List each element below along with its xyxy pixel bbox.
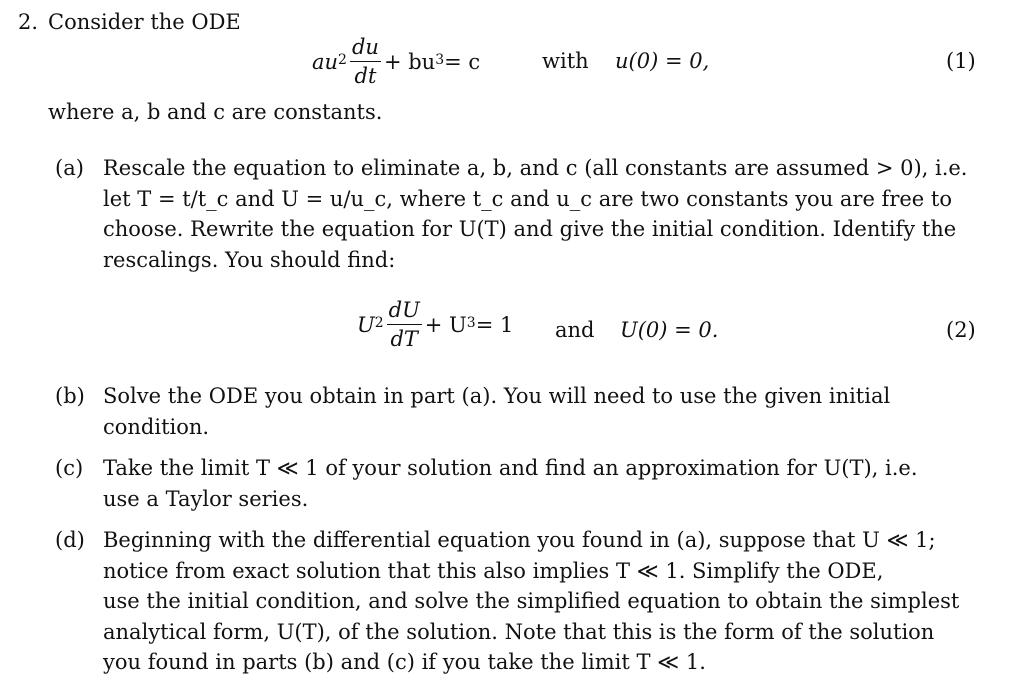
- equation-1: au $^2$ $\frac{du}{dt}$ + bu $^3$ = c: [312, 35, 481, 88]
- part-a-line: let T = t/t_c and U = u/u_c, where t_c and u_c are two constants you are free to: [103, 186, 952, 211]
- part-d-line: notice from exact solution that this also implies T ≪ 1. Simplify the ODE,: [103, 558, 884, 583]
- eq1-derivative: [350, 37, 381, 87]
- part-c-label: (c): [55, 456, 84, 480]
- eq1-lhs-prefix: au: [312, 49, 339, 74]
- part-d-line: use the initial condition, and solve the simplified equation to obtain the simplest: [103, 589, 960, 613]
- equation-1-number: (1): [946, 49, 976, 73]
- part-c-line: use a Taylor series.: [103, 486, 309, 511]
- part-d-label: (d): [55, 528, 85, 552]
- eq2-rhs: = 1: [475, 312, 514, 337]
- part-d-text: [103, 525, 978, 678]
- eq1-rhs: = c: [444, 49, 481, 74]
- eq2-initial-condition: U(0) = 0.: [620, 318, 719, 342]
- eq1-frac-denominator: dt: [354, 64, 377, 88]
- eq2-frac-denominator: dT: [390, 327, 418, 351]
- part-b-line: Solve the ODE you obtain in part (a). You will need to use the given initial: [103, 384, 891, 408]
- eq1-rest: + bu: [383, 49, 436, 74]
- part-c-line: Take the limit T ≪ 1 of your solution and find an approximation for U(T), i.e.: [103, 456, 918, 480]
- part-a-line: rescalings. You should find:: [103, 247, 396, 272]
- part-b-line: condition.: [103, 414, 210, 439]
- equation-2-number: (2): [946, 318, 976, 342]
- part-c-text: [103, 453, 978, 514]
- problem-intro: Consider the ODE: [48, 10, 241, 34]
- part-d-line: you found in parts (b) and (c) if you take the limit T ≪ 1.: [103, 650, 706, 674]
- part-d-line: Beginning with the differential equation you found in (a), suppose that U ≪ 1;: [103, 528, 936, 552]
- eq2-rest: + U: [424, 312, 467, 337]
- eq2-lhs-prefix: U: [357, 312, 375, 337]
- eq2-derivative: [387, 300, 422, 350]
- part-d-line: analytical form, U(T), of the solution. Note that this is the form of the solution: [103, 619, 935, 644]
- eq2-frac-numerator: dU: [387, 300, 422, 325]
- eq1-with-word: with: [542, 49, 589, 73]
- part-a-label: (a): [55, 156, 84, 180]
- eq1-frac-numerator: du: [350, 37, 381, 62]
- equation-2: U $^2$ $\frac{dU}{dT}$ + U $^3$ = 1: [357, 298, 514, 351]
- part-a-line: Rescale the equation to eliminate a, b, and c (all constants are assumed > 0), i.e.: [103, 156, 968, 180]
- eq2-and-word: and: [555, 318, 595, 342]
- constants-note: where a, b and c are constants.: [48, 100, 383, 124]
- part-a-line: choose. Rewrite the equation for U(T) and give the initial condition. Identify the: [103, 217, 957, 241]
- part-b-text: [103, 381, 978, 442]
- part-a-text: [103, 153, 978, 275]
- eq1-initial-condition: u(0) = 0,: [615, 49, 710, 73]
- part-b-label: (b): [55, 384, 85, 408]
- problem-number: 2.: [18, 10, 39, 34]
